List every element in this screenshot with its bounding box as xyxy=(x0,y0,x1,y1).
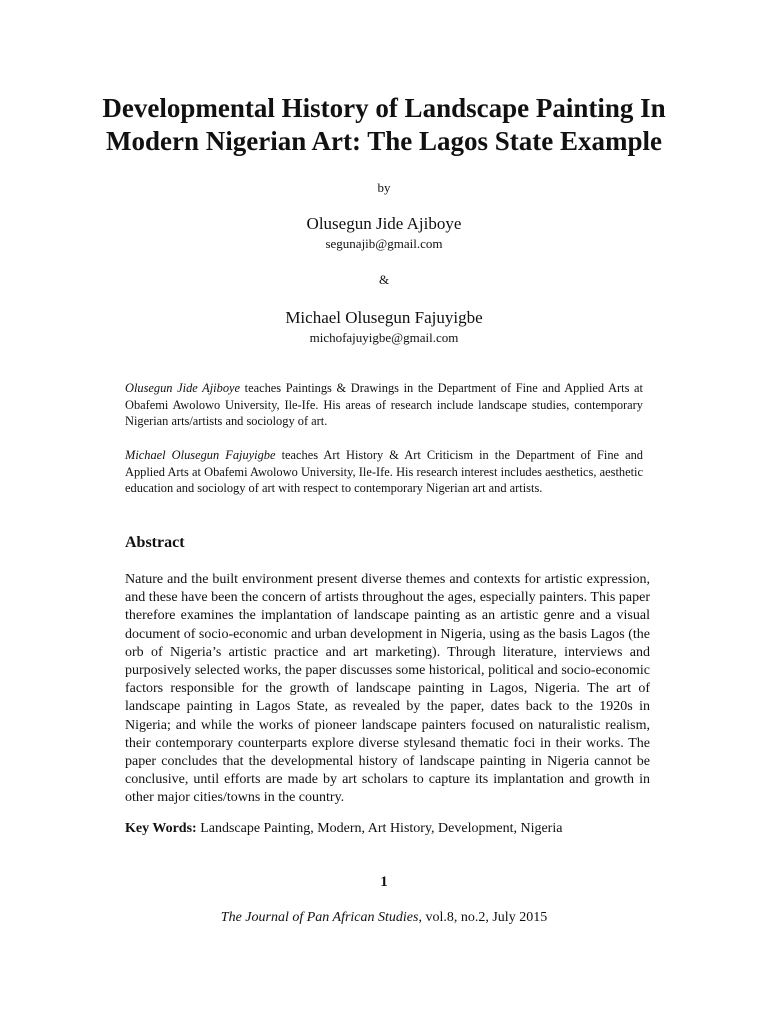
journal-name: The Journal of Pan African Studies xyxy=(220,910,419,925)
author-2-name: Michael Olusegun Fajuyigbe xyxy=(285,308,483,327)
author-2-email: michofajuyigbe@gmail.com xyxy=(309,330,459,345)
page-number: 1 xyxy=(380,874,388,890)
keywords-text: Landscape Painting, Modern, Art History, Development, Nigeria xyxy=(196,821,563,836)
author-1-bio-text: teaches Paintings & Drawings in the Department of Fine and Applied Arts at Obafemi Awolowo University, Ile-Ife. His areas of research include landscape studies, contemporary Nigerian arts/artists and sociology of art. xyxy=(125,381,643,428)
abstract-body: Nature and the built environment present diverse themes and contexts for artistic expression, and these have been the concern of artists throughout the ages, especially painters. This paper therefore examines the implantation of landscape painting as an artistic genre and a visual document of socio-economic and urban development in Nigeria, using as the basis Lagos (the orb of Nigeria’s artistic practice and art marketing). Through literature, interviews and purposively selected works, the paper discusses some historical, political and socio-economic factors responsible for the growth of landscape painting in Lagos, Nigeria. The art of landscape painting in Lagos State, as revealed by the paper, dates back to the 1920s in Nigeria; and while the works of pioneer landscape painters focused on naturalistic realism, their contemporary counterparts explore diverse stylesand thematic foci in their works. The paper concludes that the developmental history of landscape painting in Nigeria cannot be conclusive, until efforts are made by art scholars to capture its implantation and growth in other major cities/towns in the country. xyxy=(125,572,650,806)
paper-title xyxy=(60,92,708,158)
author-1-email: segunajib@gmail.com xyxy=(325,236,443,251)
author-1-bio-name: Olusegun Jide Ajiboye xyxy=(125,381,241,395)
keywords xyxy=(125,820,650,838)
journal-details: , vol.8, no.2, July 2015 xyxy=(418,910,548,925)
author-1-name: Olusegun Jide Ajiboye xyxy=(306,214,462,233)
byline-by: by xyxy=(377,180,391,195)
author-1-bio xyxy=(125,380,643,430)
author-2-bio-text: teaches Art History & Art Criticism in the Department of Fine and Applied Arts at Obafemi Awolowo University, Ile-Ife. His research interest includes aesthetics, aesthetic education and sociology of art with respect to contemporary Nigerian art and artists. xyxy=(125,448,643,495)
title-line-2: Modern Nigerian Art: The Lagos State Example xyxy=(106,126,662,156)
keywords-label: Key Words: xyxy=(125,821,197,836)
author-2-bio-name: Michael Olusegun Fajuyigbe xyxy=(125,448,276,462)
journal-footer xyxy=(0,909,768,927)
title-line-1: Developmental History of Landscape Painting In xyxy=(102,93,666,123)
author-separator: & xyxy=(378,272,390,287)
abstract-heading: Abstract xyxy=(125,534,185,551)
author-2-bio xyxy=(125,447,643,497)
